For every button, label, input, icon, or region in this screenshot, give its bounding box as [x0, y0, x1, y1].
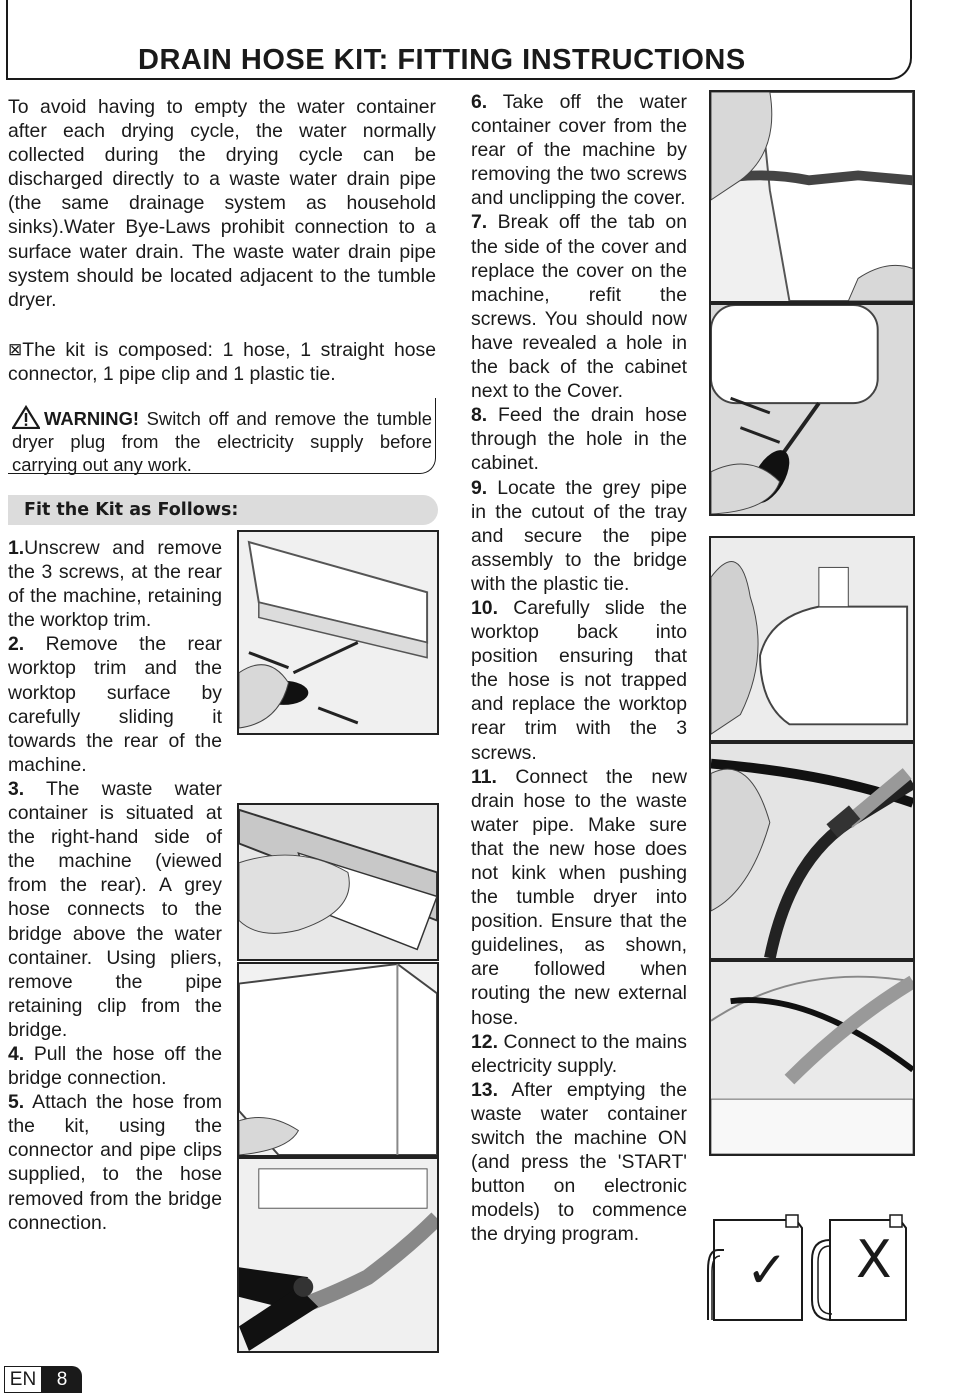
warning-content [12, 405, 432, 476]
step-7 [471, 210, 687, 403]
step-number: 3. [8, 777, 25, 800]
step-6 [471, 90, 687, 210]
intro-paragraph [8, 95, 436, 312]
photo-unscrew-worktop [237, 530, 439, 735]
step-8 [471, 403, 687, 475]
step-text: Remove the rear worktop trim and the worktop surface by carefully sliding it towards the rear of the machine. [8, 633, 222, 776]
photo-slide-worktop [237, 803, 439, 961]
step-number: 4. [8, 1042, 25, 1065]
step-1 [8, 536, 222, 632]
step-10 [471, 596, 687, 765]
steps-left-column [8, 536, 222, 1235]
photo-connect-hose [709, 742, 915, 960]
fit-heading: Fit the Kit as Follows: [24, 500, 239, 520]
steps-right-column [471, 90, 687, 1247]
photo-break-tab [709, 303, 915, 516]
step-number: 11. [471, 765, 497, 788]
step-11 [471, 765, 687, 1030]
step-number: 1. [8, 537, 25, 559]
warning-text: Switch off and remove the tumble dryer plug from the electricity supply before carrying out any work. [12, 408, 432, 475]
intro-text: To avoid having to empty the water container after each drying cycle, the water normally collected during the drying cycle can be discharged directly to a waste water drain pipe (the same drainage system as household sinks).Water Bye-Laws prohibit connection to a surface water drain. The waste water drain pipe system should be located adjacent to the tumble dryer. [8, 96, 436, 311]
step-text: The waste water container is situated at the right-hand side of the machine (viewed from the rear). A grey hose connects to the bridge above the water container. Using pliers, remove the pipe retaining clip from the bridge. [8, 777, 222, 1041]
photo-locate-pipe [709, 536, 915, 742]
step-13 [471, 1078, 687, 1247]
step-3 [8, 777, 222, 1042]
step-4 [8, 1042, 222, 1090]
footer-page-number: 8 [42, 1366, 82, 1393]
step-number: 2. [8, 633, 25, 656]
step-text: Unscrew and remove the 3 screws, at the rear of the machine, retaining the worktop trim. [8, 537, 222, 632]
photo-water-container [237, 962, 439, 1157]
step-12 [471, 1030, 687, 1078]
page-title: DRAIN HOSE KIT: FITTING INSTRUCTIONS [138, 44, 746, 76]
kit-composition [8, 338, 436, 386]
warning-label: WARNING! [44, 408, 140, 429]
step-text: Connect to the mains electricity supply. [471, 1030, 687, 1077]
step-text: Pull the hose off the bridge connection. [8, 1042, 222, 1090]
step-text: After emptying the waste water container switch the machine ON (and press the 'START' button on electronic models) to commence the drying program. [471, 1078, 687, 1246]
step-number: 7. [471, 211, 488, 234]
step-5 [8, 1090, 222, 1235]
photo-pliers-clip [237, 1157, 439, 1353]
step-number: 10. [471, 596, 498, 619]
checkmark-icon: ✓ [746, 1241, 788, 1299]
diagram-correct-routing [706, 1210, 806, 1330]
step-number: 13. [471, 1078, 498, 1101]
footer-language: EN [4, 1366, 42, 1393]
step-number: 6. [471, 91, 488, 113]
step-text: Feed the drain hose through the hole in the cabinet. [471, 404, 687, 475]
warning-triangle-icon [12, 405, 40, 429]
step-text: Take off the water container cover from the rear of the machine by removing the two screws and unclipping the cover. [471, 91, 687, 210]
checkbox-x-icon: ⊠ [8, 340, 23, 359]
photo-container-cover [709, 90, 915, 303]
step-number: 12. [471, 1030, 498, 1053]
step-number: 9. [471, 476, 488, 499]
cross-icon: X [856, 1230, 892, 1290]
diagram-wrong-routing [808, 1210, 910, 1330]
step-9 [471, 476, 687, 596]
photo-route-hose [709, 960, 915, 1156]
step-text: Carefully slide the worktop back into position ensuring that the hose is not trapped and replace the worktop rear trim with the 3 screws. [471, 596, 687, 764]
step-number: 8. [471, 404, 488, 427]
step-text: Attach the hose from the kit, using the connector and pipe clips supplied, to the hose removed from the bridge connection. [8, 1091, 222, 1234]
step-text: Connect the new drain hose to the waste water pipe. Make sure that the new hose does not kink when pushing the tumble dryer into position. Ensure that the guidelines, as shown, are followed when routing the new external hose. [471, 765, 687, 1029]
kit-text: The kit is composed: 1 hose, 1 straight hose connector, 1 pipe clip and 1 plastic tie. [8, 339, 436, 386]
step-number: 5. [8, 1091, 25, 1114]
step-text: Break off the tab on the side of the cover and replace the cover on the machine, refit the screws. You should now have revealed a hole in the back of the cabinet next to the Cover. [471, 211, 687, 403]
step-text: Locate the grey pipe in the cutout of the tray and secure the pipe assembly to the bridge with the plastic tie. [471, 476, 687, 595]
step-2 [8, 632, 222, 777]
